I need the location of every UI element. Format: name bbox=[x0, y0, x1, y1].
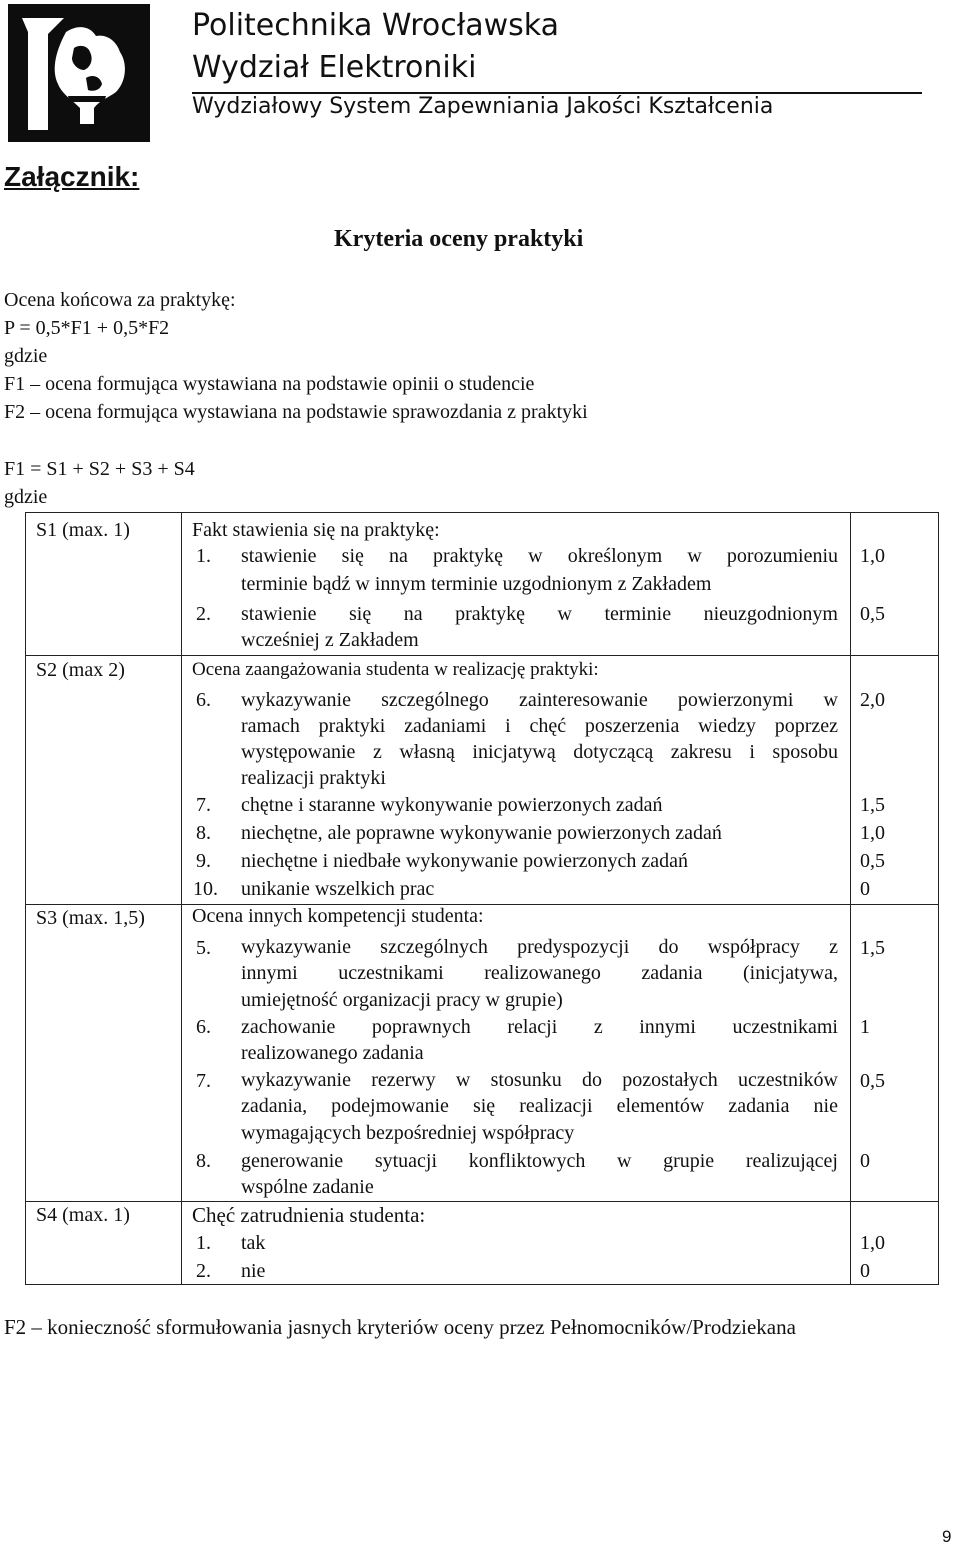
item-line: wykazywanie szczególnego zainteresowanie powierzonymi w bbox=[241, 689, 838, 711]
f1-where: gdzie bbox=[4, 486, 48, 508]
item-points: 1,0 bbox=[860, 1232, 885, 1254]
item-description bbox=[241, 570, 838, 598]
item-line: wykazywanie szczególnych predyspozycji do współpracy z bbox=[241, 936, 838, 958]
criterion-label: S1 (max. 1) bbox=[36, 519, 130, 541]
row-divider bbox=[26, 1201, 938, 1202]
item-points: 1 bbox=[860, 1016, 870, 1038]
item-number: 2. bbox=[196, 1260, 211, 1282]
item-line: ramach praktyki zadaniami i chęć poszerzenia wiedzy poprzez bbox=[241, 715, 838, 737]
item-line: wspólne zadanie bbox=[241, 1176, 374, 1198]
item-number: 1. bbox=[196, 545, 211, 567]
intro-line: F1 – ocena formująca wystawiana na podstawie opinii o studencie bbox=[4, 373, 535, 395]
item-description bbox=[241, 1067, 838, 1119]
item-description bbox=[241, 1173, 838, 1201]
page-title: Kryteria oceny praktyki bbox=[334, 226, 584, 252]
item-line: zachowanie poprawnych relacji z innymi uczestnikami bbox=[241, 1016, 838, 1038]
column-divider bbox=[181, 513, 182, 1284]
intro-line: F2 – ocena formująca wystawiana na podstawie sprawozdania z praktyki bbox=[4, 401, 588, 423]
item-description bbox=[241, 819, 838, 847]
item-line: generowanie sytuacji konfliktowych w grupie realizującej bbox=[241, 1150, 838, 1172]
item-line: niechętne i niedbałe wykonywanie powierzonych zadań bbox=[241, 850, 689, 872]
item-number: 2. bbox=[196, 603, 211, 625]
item-line: stawienie się na praktykę w terminie nieuzgodnionym bbox=[241, 603, 838, 625]
document-header bbox=[8, 4, 928, 144]
item-line: wcześniej z Zakładem bbox=[241, 629, 419, 651]
criterion-label: S4 (max. 1) bbox=[36, 1204, 130, 1226]
item-line: nie bbox=[241, 1260, 266, 1282]
item-number: 6. bbox=[196, 1016, 211, 1038]
item-description bbox=[241, 600, 838, 628]
item-points: 0,5 bbox=[860, 850, 885, 872]
item-points: 0,5 bbox=[860, 603, 885, 625]
item-description bbox=[241, 1039, 838, 1067]
column-divider bbox=[850, 513, 851, 1284]
item-line: stawienie się na praktykę w określonym w porozumieniu bbox=[241, 545, 838, 567]
item-points: 0 bbox=[860, 1260, 870, 1282]
item-points: 1,5 bbox=[860, 794, 885, 816]
item-description bbox=[241, 934, 838, 986]
f1-formula: F1 = S1 + S2 + S3 + S4 bbox=[4, 458, 195, 480]
criterion-heading: Ocena innych kompetencji studenta: bbox=[192, 905, 484, 927]
item-line: unikanie wszelkich prac bbox=[241, 878, 435, 900]
item-line: terminie bądź w innym terminie uzgodnionym z Zakładem bbox=[241, 573, 712, 595]
item-description bbox=[241, 791, 838, 819]
intro-line: Ocena końcowa za praktykę: bbox=[4, 289, 236, 311]
item-number: 9. bbox=[196, 850, 211, 872]
item-number: 10. bbox=[193, 878, 218, 900]
item-description bbox=[241, 687, 838, 765]
criterion-heading: Ocena zaangażowania studenta w realizację praktyki: bbox=[192, 659, 599, 680]
item-description bbox=[241, 1119, 838, 1147]
item-description bbox=[241, 542, 838, 570]
item-number: 7. bbox=[196, 794, 211, 816]
item-line: umiejętność organizacji pracy w grupie) bbox=[241, 989, 563, 1011]
faculty-name: Wydział Elektroniki bbox=[192, 50, 477, 85]
f2-note: F2 – konieczność sformułowania jasnych kryteriów oceny przez Pełnomocników/Prodziekana bbox=[4, 1315, 796, 1339]
item-points: 2,0 bbox=[860, 689, 885, 711]
item-number: 1. bbox=[196, 1232, 211, 1254]
item-line: niechętne, ale poprawne wykonywanie powierzonych zadań bbox=[241, 822, 722, 844]
item-line: zadania, podejmowanie się realizacji elementów zadania nie bbox=[241, 1095, 838, 1117]
item-number: 8. bbox=[196, 1150, 211, 1172]
intro-line: P = 0,5*F1 + 0,5*F2 bbox=[4, 317, 170, 339]
item-number: 7. bbox=[196, 1070, 211, 1092]
item-line: wykazywanie rezerwy w stosunku do pozostałych uczestników bbox=[241, 1069, 838, 1091]
item-description bbox=[241, 875, 838, 903]
university-name: Politechnika Wrocławska bbox=[192, 8, 560, 43]
item-description bbox=[241, 1147, 838, 1175]
item-line: innymi uczestnikami realizowanego zadania (inicjatywa, bbox=[241, 962, 838, 984]
item-points: 0 bbox=[860, 1150, 870, 1172]
item-number: 5. bbox=[196, 937, 211, 959]
item-line: występowanie z własną inicjatywą dotyczącą zakresu i sposobu bbox=[241, 741, 838, 763]
item-description bbox=[241, 1229, 838, 1257]
university-logo bbox=[8, 4, 150, 142]
item-description bbox=[241, 847, 838, 875]
annex-label: Załącznik: bbox=[4, 161, 140, 192]
page-number: 9 bbox=[942, 1527, 952, 1546]
quality-system-name: Wydziałowy System Zapewniania Jakości Kształcenia bbox=[192, 94, 774, 119]
intro-line: gdzie bbox=[4, 345, 48, 367]
item-description bbox=[241, 1013, 838, 1041]
criterion-label: S3 (max. 1,5) bbox=[36, 907, 145, 929]
item-line: realizacji praktyki bbox=[241, 767, 386, 789]
criterion-heading: Fakt stawienia się na praktykę: bbox=[192, 519, 440, 541]
item-line: wymagających bezpośredniej współpracy bbox=[241, 1122, 575, 1144]
item-line: tak bbox=[241, 1232, 266, 1254]
item-points: 1,0 bbox=[860, 822, 885, 844]
item-line: chętne i staranne wykonywanie powierzonych zadań bbox=[241, 794, 663, 816]
item-number: 8. bbox=[196, 822, 211, 844]
item-points: 0 bbox=[860, 878, 870, 900]
criteria-table bbox=[25, 512, 939, 1285]
item-points: 1,0 bbox=[860, 545, 885, 567]
item-line: realizowanego zadania bbox=[241, 1042, 424, 1064]
criterion-heading: Chęć zatrudnienia studenta: bbox=[192, 1203, 426, 1227]
item-number: 6. bbox=[196, 689, 211, 711]
criterion-label: S2 (max 2) bbox=[36, 659, 125, 681]
item-description bbox=[241, 626, 838, 654]
item-description bbox=[241, 1257, 838, 1285]
item-description bbox=[241, 764, 838, 792]
item-points: 1,5 bbox=[860, 937, 885, 959]
item-points: 0,5 bbox=[860, 1070, 885, 1092]
item-description bbox=[241, 986, 838, 1014]
